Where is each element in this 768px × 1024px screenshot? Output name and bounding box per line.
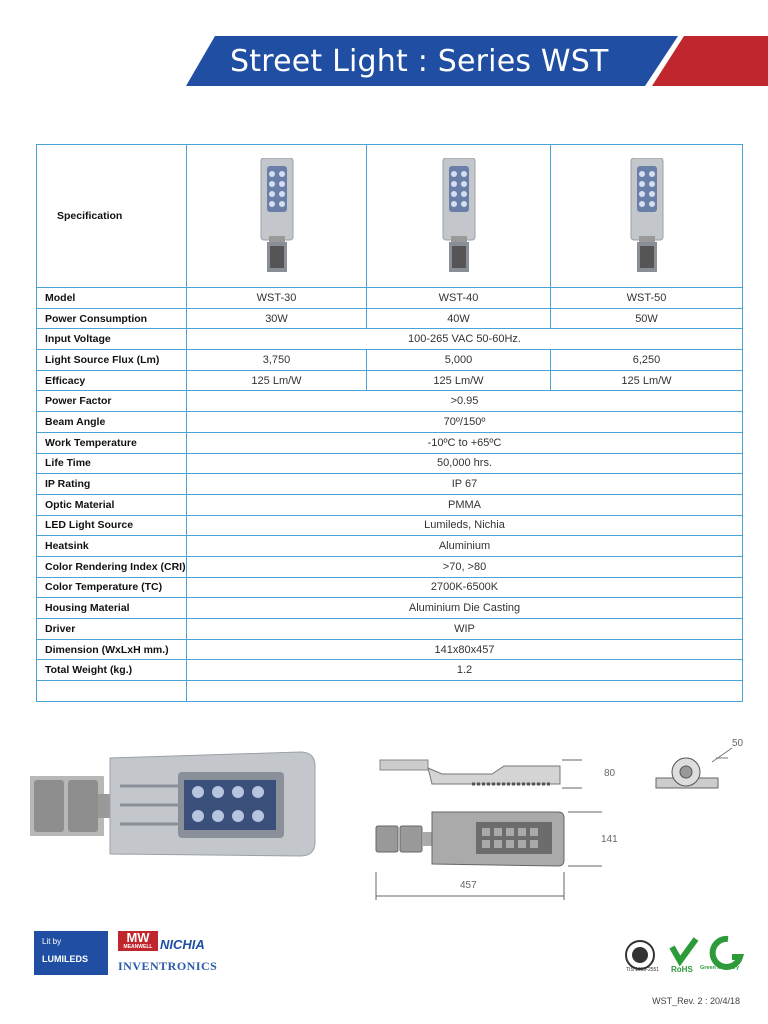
row-value: 141x80x457 [187, 639, 743, 660]
row-value: WST-50 [551, 288, 743, 309]
lamp-illustration [257, 158, 297, 274]
row-label: Color Rendering Index (CRI) [37, 556, 187, 577]
spec-heading: Specification [37, 145, 187, 288]
table-row [37, 494, 743, 515]
row-value: Lumileds, Nichia [187, 515, 743, 536]
row-label: Beam Angle [37, 412, 187, 433]
table-row [37, 577, 743, 598]
dim-width: 141 [601, 834, 618, 845]
row-label: LED Light Source [37, 515, 187, 536]
header-banner [0, 0, 768, 100]
row-label: Power Factor [37, 391, 187, 412]
empty-cell [187, 681, 743, 702]
technical-drawings [0, 730, 768, 910]
table-row [37, 391, 743, 412]
rohs-label: RoHS [671, 965, 693, 974]
page-title: Street Light : Series WST [230, 44, 609, 79]
lamp-illustration [439, 158, 479, 274]
side-view-drawing [372, 754, 582, 814]
row-label: Light Source Flux (Lm) [37, 350, 187, 371]
table-row [37, 453, 743, 474]
spec-table [36, 144, 743, 702]
image-row [37, 145, 743, 288]
row-value: PMMA [187, 494, 743, 515]
row-label: Work Temperature [37, 432, 187, 453]
dim-length: 457 [460, 880, 477, 891]
table-row [37, 370, 743, 391]
table-row [37, 536, 743, 557]
table-row [37, 639, 743, 660]
revision-footer: WST_Rev. 2 : 20/4/18 [652, 996, 740, 1006]
row-value: WIP [187, 619, 743, 640]
table-row [37, 288, 743, 309]
row-value: 125 Lm/W [551, 370, 743, 391]
dim-height: 80 [604, 768, 616, 779]
inventronics-logo: INVENTRONICS [118, 959, 218, 973]
table-row [37, 350, 743, 371]
certification-logos [624, 933, 754, 983]
table-row [37, 308, 743, 329]
row-value: 70º/150º [187, 412, 743, 433]
lamp-image-wst50 [551, 145, 743, 288]
table-row [37, 329, 743, 350]
nichia-logo: NICHIA [160, 937, 205, 952]
empty-cell [37, 681, 187, 702]
row-value: WST-30 [187, 288, 367, 309]
green-industry-label: Green Industry [700, 965, 740, 971]
row-label: Driver [37, 619, 187, 640]
row-label: Optic Material [37, 494, 187, 515]
row-value: 50,000 hrs. [187, 453, 743, 474]
row-label: Total Weight (kg.) [37, 660, 187, 681]
meanwell-logo: MW MEANWELL [118, 931, 158, 951]
table-row [37, 412, 743, 433]
table-row [37, 556, 743, 577]
row-label: Power Consumption [37, 308, 187, 329]
row-value: 125 Lm/W [187, 370, 367, 391]
row-value: >0.95 [187, 391, 743, 412]
lamp-image-wst30 [187, 145, 367, 288]
row-value: 2700K-6500K [187, 577, 743, 598]
row-value: >70, >80 [187, 556, 743, 577]
product-photo [30, 750, 360, 870]
row-label: IP Rating [37, 474, 187, 495]
pole-clamp-drawing [650, 744, 750, 804]
row-label: Color Temperature (TC) [37, 577, 187, 598]
brand-logos [0, 925, 768, 985]
row-value: Aluminium [187, 536, 743, 557]
row-label: Model [37, 288, 187, 309]
table-row [37, 515, 743, 536]
table-row [37, 432, 743, 453]
row-value: 50W [551, 308, 743, 329]
lamp-illustration [627, 158, 667, 274]
row-label: Efficacy [37, 370, 187, 391]
row-value: IP 67 [187, 474, 743, 495]
row-label: Housing Material [37, 598, 187, 619]
tis-label: TIS 1955-2551 [626, 967, 660, 973]
lamp-image-wst40 [367, 145, 551, 288]
top-view-drawing [372, 810, 612, 920]
row-value: 100-265 VAC 50-60Hz. [187, 329, 743, 350]
lumileds-logo: Lit by LUMILEDS [34, 931, 108, 975]
table-row [37, 660, 743, 681]
row-label: Life Time [37, 453, 187, 474]
row-label: Dimension (WxLxH mm.) [37, 639, 187, 660]
row-label: Input Voltage [37, 329, 187, 350]
row-value: 30W [187, 308, 367, 329]
row-value: -10ºC to +65ºC [187, 432, 743, 453]
table-row [37, 598, 743, 619]
row-value: 40W [367, 308, 551, 329]
row-value: WST-40 [367, 288, 551, 309]
row-value: 125 Lm/W [367, 370, 551, 391]
table-row [37, 474, 743, 495]
empty-row [37, 681, 743, 702]
row-value: Aluminium Die Casting [187, 598, 743, 619]
table-row [37, 619, 743, 640]
dim-pole: 50 [732, 738, 744, 749]
row-value: 6,250 [551, 350, 743, 371]
row-value: 5,000 [367, 350, 551, 371]
row-label: Heatsink [37, 536, 187, 557]
row-value: 3,750 [187, 350, 367, 371]
row-value: 1.2 [187, 660, 743, 681]
